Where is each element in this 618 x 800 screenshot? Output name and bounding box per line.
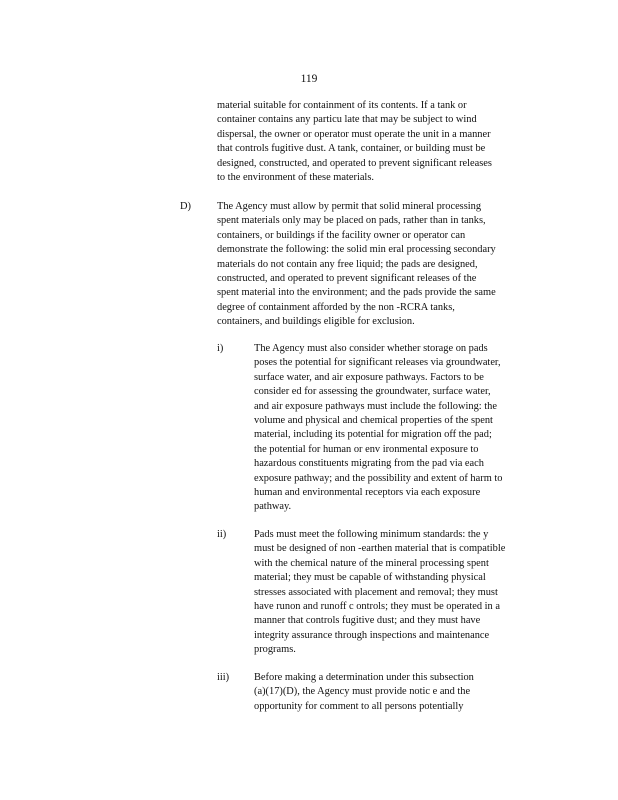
subsection-ii-paragraph [254, 528, 539, 658]
text-line: exposure pathway; and the possibility and extent of harm to [254, 472, 503, 484]
text-line: The Agency must allow by permit that solid mineral processing [217, 201, 482, 212]
text-line: degree of containment afforded by the non -RCRA tanks, [217, 301, 455, 313]
text-line: designed, constructed, and operated to prevent significant releases [217, 157, 492, 169]
text-line: material; they must be capable of withstanding physical [254, 572, 486, 584]
text-line: have runon and runoff c ontrols; they must be operated in a [254, 600, 500, 612]
text-line: demonstrate the following: the solid min eral processing secondary [217, 244, 496, 256]
text-line: and air exposure pathways must include the following: the [254, 400, 497, 412]
text-line: containers, and buildings eligible for exclusion. [217, 316, 415, 328]
subsection-i-label: i) [217, 343, 224, 354]
text-line: constructed, and operated to prevent significant releases of the [217, 272, 477, 284]
subsection-iii-paragraph [254, 671, 539, 714]
text-line: surface water, and air exposure pathways. Factors to be [254, 371, 484, 383]
text-line: to the environment of these materials. [217, 171, 374, 183]
text-line: material, including its potential for migration off the pad; [254, 429, 492, 441]
page-number: 119 [300, 73, 318, 85]
text-line: spent material into the environment; and the pads provide the same [217, 287, 496, 299]
text-line: that controls fugitive dust. A tank, container, or building must be [217, 143, 486, 155]
text-line: volume and physical and chemical properties of the spent [254, 414, 493, 426]
text-line: opportunity for comment to all persons potentially [254, 700, 464, 712]
text-line: materials do not contain any free liquid; the pads are designed, [217, 258, 478, 270]
text-line: container contains any particu late that may be subject to wind [217, 114, 477, 126]
text-line: dispersal, the owner or operator must operate the unit in a manner [217, 128, 491, 140]
text-line: stresses associated with placement and removal; they must [254, 586, 498, 598]
text-line: spent materials only may be placed on pads, rather than in tanks, [217, 215, 486, 227]
text-line: consider ed for assessing the groundwater, surface water, [254, 386, 491, 398]
text-line: must be designed of non -earthen material that is compatible [254, 543, 506, 555]
subsection-i-paragraph [254, 342, 542, 515]
intro-paragraph [217, 99, 529, 185]
text-line: human and environmental receptors via each exposure [254, 486, 481, 498]
text-line: containers, or buildings if the facility owner or operator can [217, 229, 466, 241]
text-line: integrity assurance through inspections and maintenance [254, 629, 490, 641]
text-line: material suitable for containment of its contents. If a tank or [217, 100, 467, 111]
text-line: programs. [254, 644, 296, 656]
text-line: Pads must meet the following minimum standards: the y [254, 529, 489, 540]
text-line: the potential for human or env ironmental exposure to [254, 443, 479, 455]
text-line: Before making a determination under this subsection [254, 672, 474, 683]
text-line: hazardous constituents migrating from the pad via each [254, 458, 484, 470]
text-line: with the chemical nature of the mineral processing spent [254, 557, 489, 569]
text-line: pathway. [254, 501, 292, 513]
section-d-paragraph [217, 200, 537, 330]
section-d-label: D) [180, 201, 191, 212]
subsection-ii-label: ii) [217, 529, 227, 540]
text-line: manner that controls fugitive dust; and they must have [254, 615, 481, 627]
text-line: poses the potential for significant releases via groundwater, [254, 357, 501, 369]
subsection-iii-label: iii) [217, 672, 230, 683]
text-line: The Agency must also consider whether storage on pads [254, 343, 488, 354]
text-line: (a)(17)(D), the Agency must provide notic e and the [254, 686, 471, 698]
